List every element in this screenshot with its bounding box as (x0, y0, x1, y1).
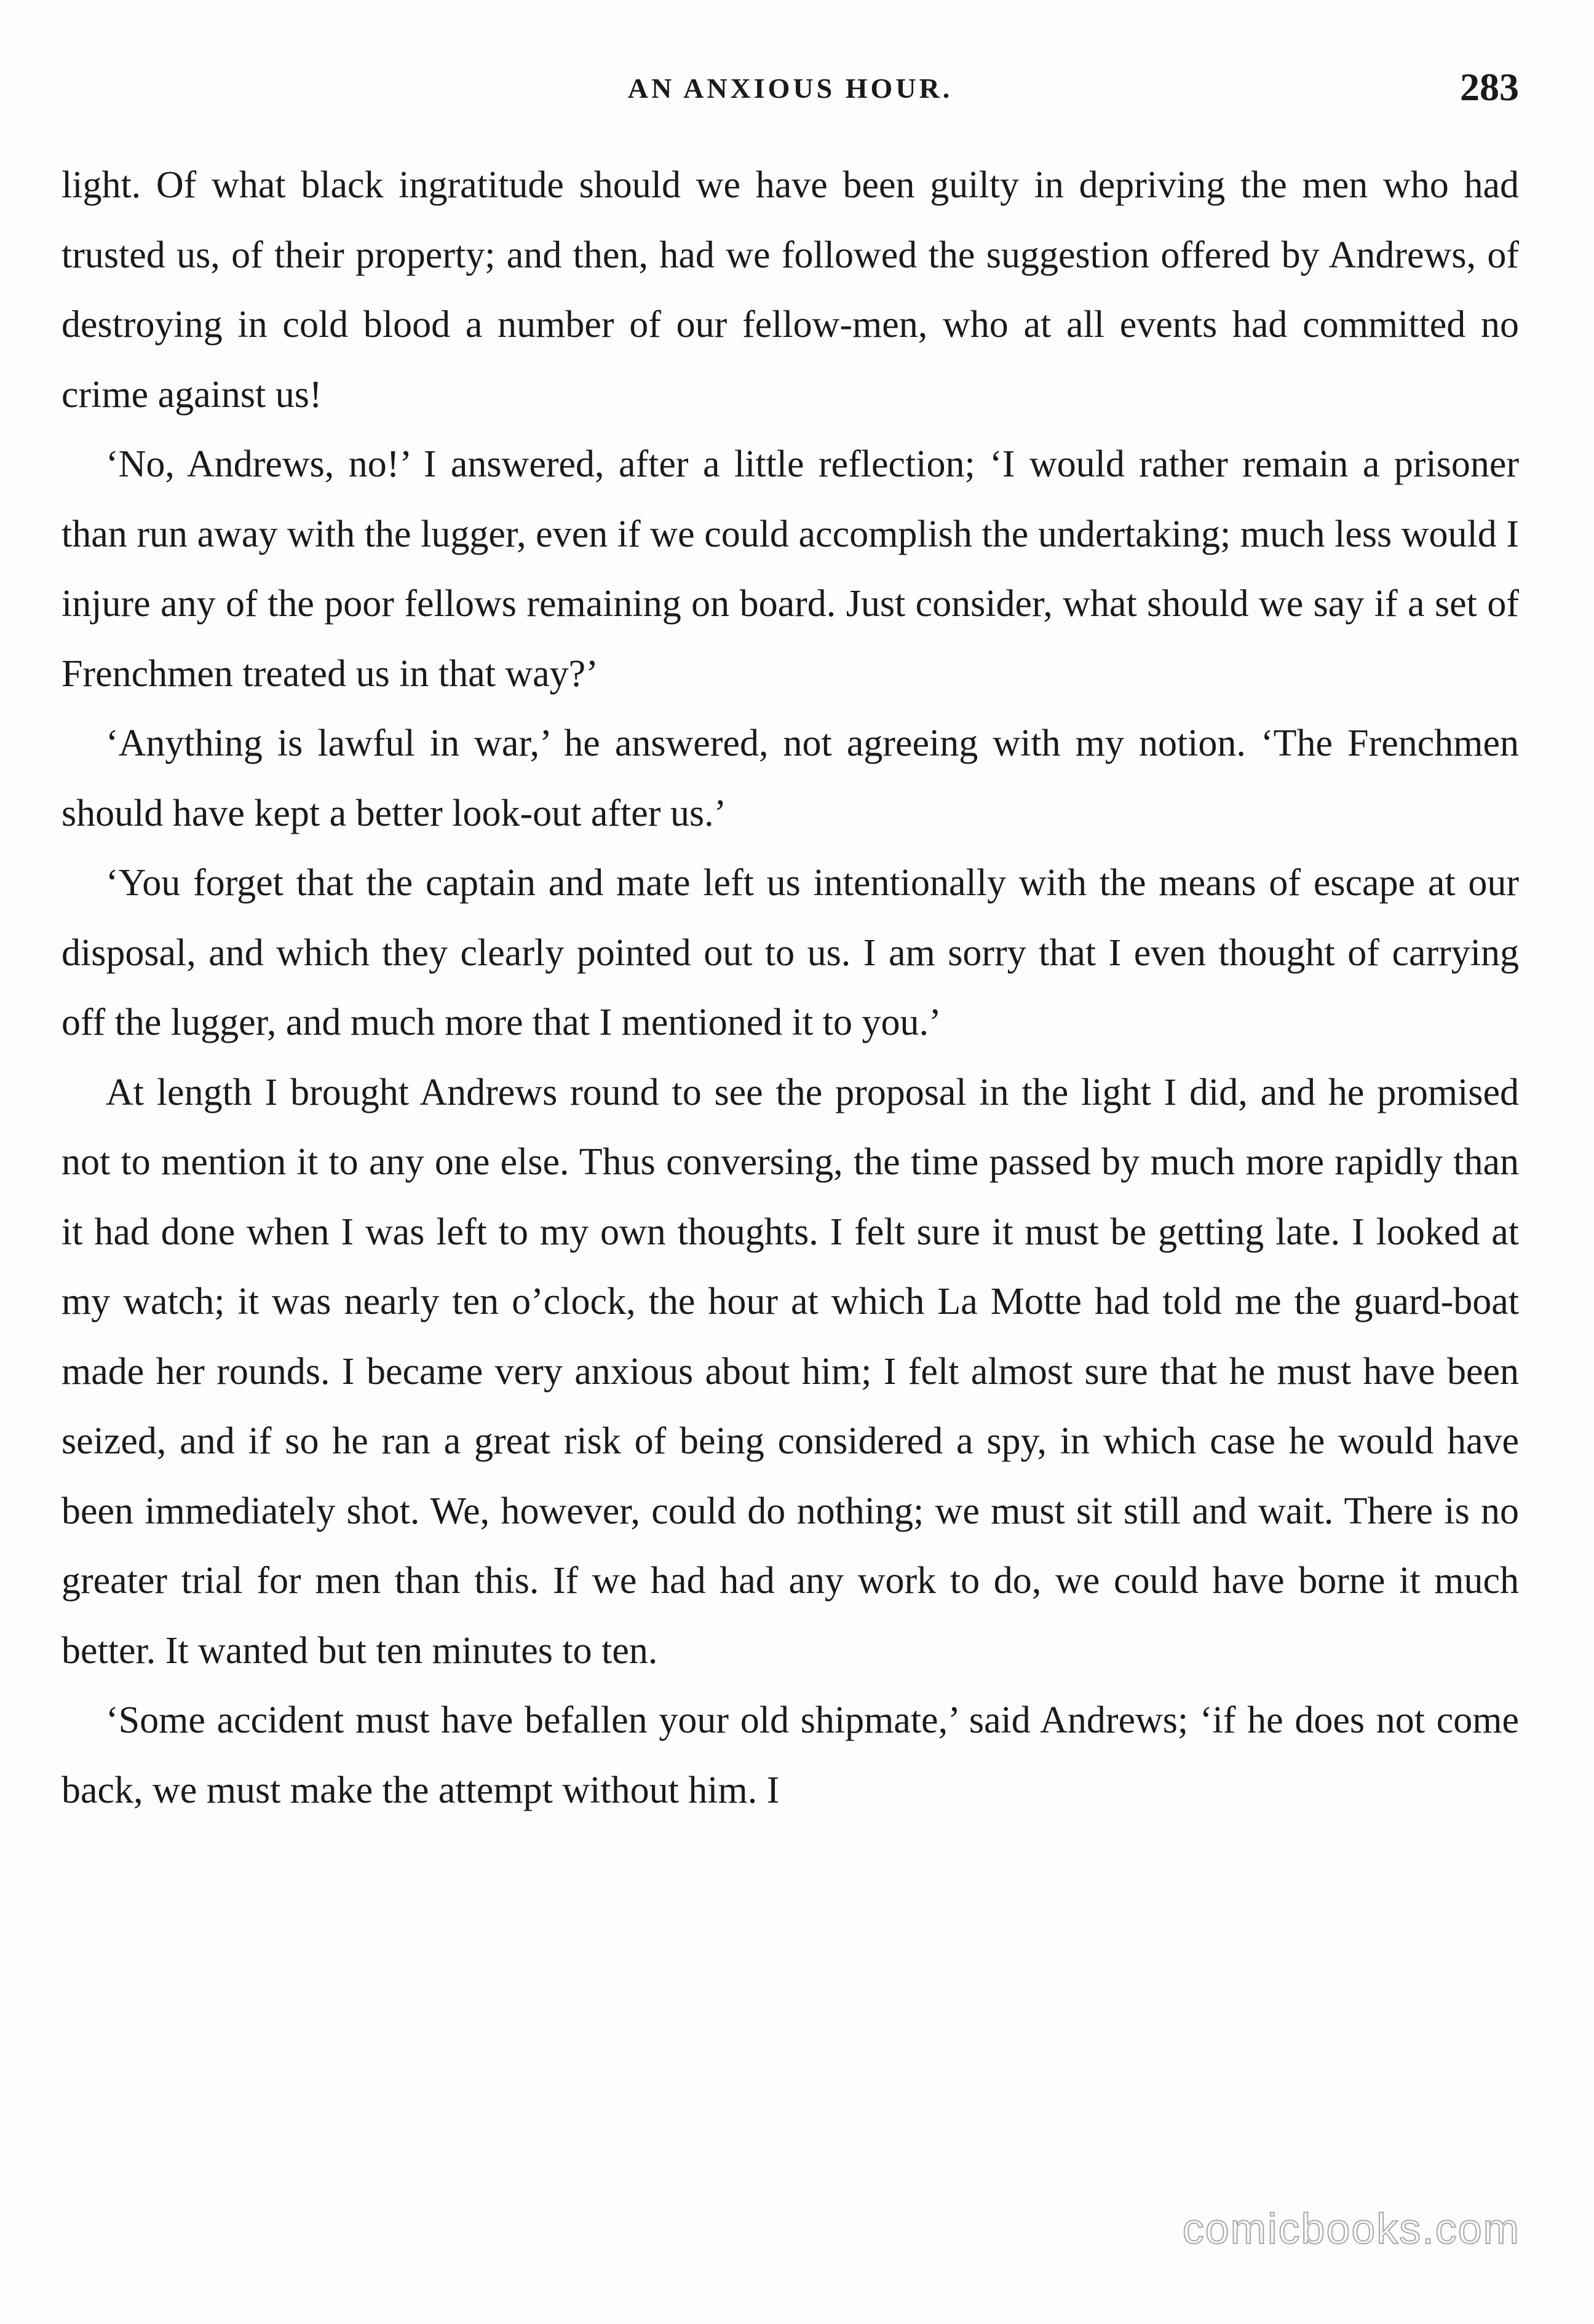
running-head (61, 65, 1519, 114)
paragraph-continued: light. Of what black ingratitude should we have been guilty in depriving the men who had trusted us, of their property; and then, had we followed the suggestion offered by Andrews, of destroying in cold blood a number of our fellow-men, who at all events had committed no crime against us! (61, 164, 1519, 416)
running-title: AN ANXIOUS HOUR. (627, 73, 953, 104)
body-text (61, 151, 1519, 1825)
paragraph-reply-no-andrews: ‘No, Andrews, no!’ I answered, after a little reflection; ‘I would rather remain a prisoner than run away with the lugger, even if we could accomplish the undertaking; much less would I injure any of the poor fellows remaining on board. Just consider, what should we say if a set of Frenchmen treated us in that way?’ (61, 443, 1519, 695)
paragraph-lawful-in-war: ‘Anything is lawful in war,’ he answered, not agreeing with my notion. ‘The Frenchmen should have kept a better look-out after us.’ (61, 722, 1519, 834)
paragraph-some-accident: ‘Some accident must have befallen your old shipmate,’ said Andrews; ‘if he does not come back, we must make the attempt without him. I (61, 1699, 1519, 1811)
paragraph-at-length: At length I brought Andrews round to see the proposal in the light I did, and he promised not to mention it to any one else. Thus conversing, the time passed by much more rapidly than it had done when I was left to my own thoughts. I felt sure it must be getting late. I looked at my watch; it was nearly ten o’clock, the hour at which La Motte had told me the guard-boat made her rounds. I became very anxious about him; I felt almost sure that he must have been seized, and if so he ran a great risk of being considered a spy, in which case he would have been immediately shot. We, however, could do nothing; we must sit still and wait. There is no greater trial for men than this. If we had had any work to do, we could have borne it much better. It wanted but ten minutes to ten. (61, 1071, 1519, 1672)
site-watermark: comicbooks.com (1182, 2205, 1520, 2253)
page-number: 283 (1460, 65, 1519, 109)
paragraph-you-forget: ‘You forget that the captain and mate left us intentionally with the means of escape at our disposal, and which they clearly pointed out to us. I am sorry that I even thought of carrying off the lugger, and much more that I mentioned it to you.’ (61, 862, 1519, 1043)
